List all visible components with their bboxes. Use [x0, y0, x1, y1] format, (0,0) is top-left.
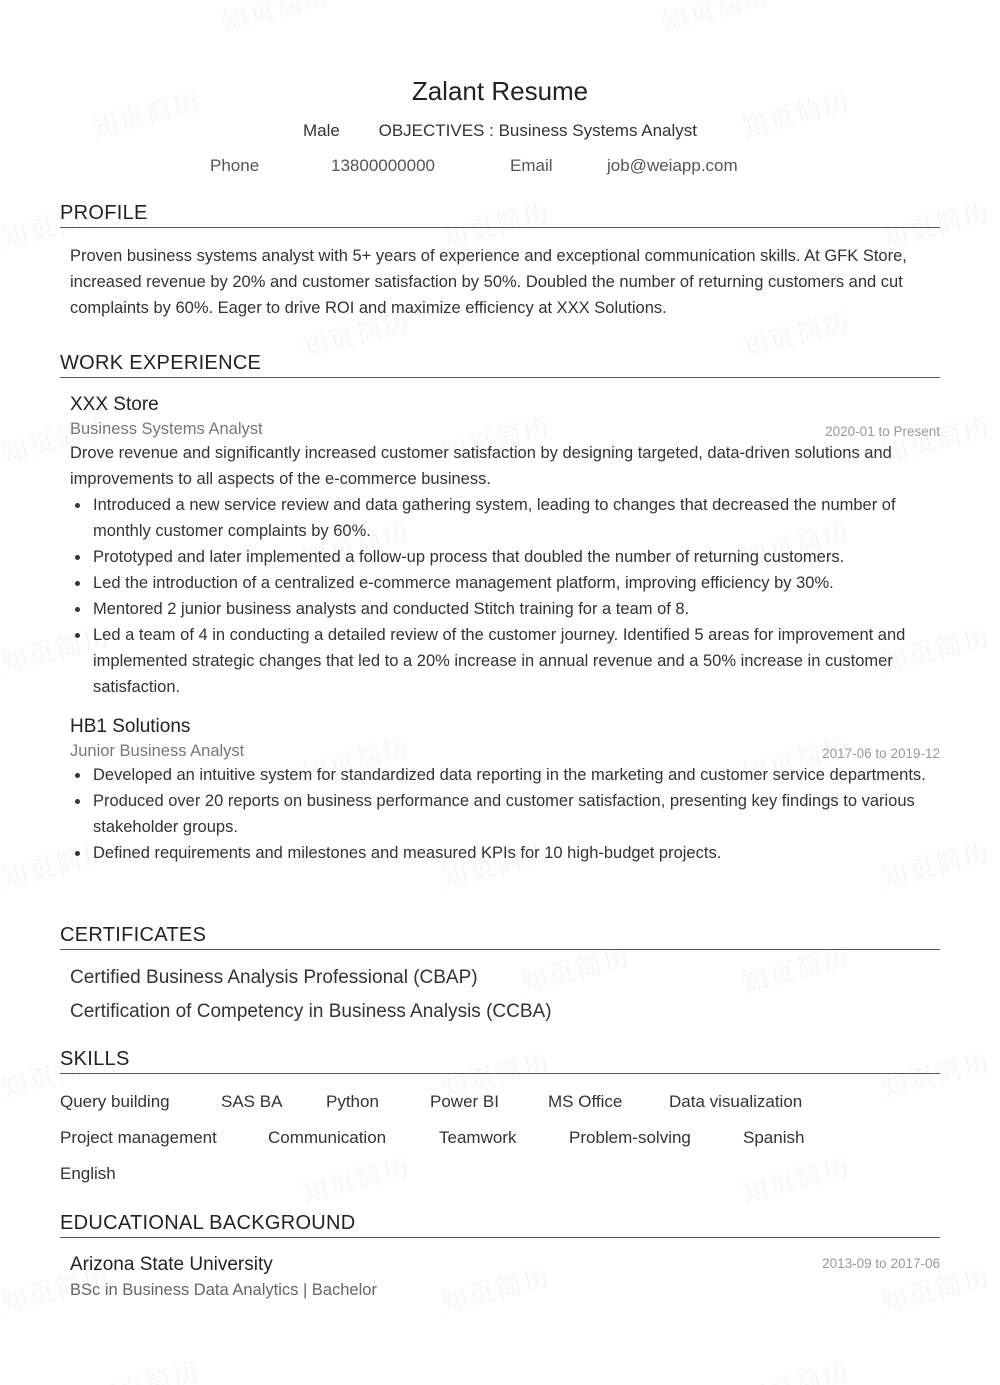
- list-item: Prototyped and later implemented a follow-up process that doubled the number of returning customers.: [70, 544, 940, 570]
- watermark: [217, 0, 335, 39]
- list-item: Mentored 2 junior business analysts and conducted Stitch training for a team of 8.: [70, 596, 940, 622]
- list-item: Produced over 20 reports on business performance and customer satisfaction, presenting key findings to various stakeholder groups.: [70, 788, 940, 840]
- watermark: [737, 1351, 855, 1385]
- job-summary: Drove revenue and significantly increased customer satisfaction by designing targeted, data-driven solutions and improvements to all aspects of the e-commerce business.: [70, 444, 892, 488]
- list-item: Developed an intuitive system for standardized data reporting in the marketing and customer service departments.: [70, 762, 940, 788]
- section-title: WORK EXPERIENCE: [60, 352, 940, 378]
- email-label: Email: [510, 156, 553, 175]
- list-item: Defined requirements and milestones and measured KPIs for 10 high-budget projects.: [70, 840, 940, 866]
- phone-value: 13800000000: [331, 156, 436, 175]
- list-item: Introduced a new service review and data gathering system, leading to changes that decreased the number of monthly customer complaints by 60%.: [70, 492, 940, 544]
- resume-name: Zalant Resume: [411, 76, 589, 106]
- company-name: XXX Store: [70, 394, 159, 415]
- certificates-section: [60, 924, 940, 1029]
- skills-section: [60, 1048, 940, 1184]
- section-title: EDUCATIONAL BACKGROUND: [60, 1212, 940, 1238]
- skill-tag: Project management: [60, 1128, 217, 1147]
- education-section: [60, 1212, 940, 1302]
- watermark: [657, 0, 775, 39]
- list-item: Led a team of 4 in conducting a detailed review of the customer journey. Identified 5 areas for improvement and implemented strategic changes that led to a 20% increase in annual revenue and a 50% increase in customer satisfaction.: [70, 622, 940, 700]
- certificate-item: Certified Business Analysis Professional (CBAP): [70, 967, 478, 988]
- skill-tag: SAS BA: [221, 1092, 283, 1111]
- skill-tag: Teamwork: [439, 1128, 517, 1147]
- skill-tag: Power BI: [430, 1092, 499, 1111]
- skill-tag: Problem-solving: [569, 1128, 691, 1147]
- gender: Male: [303, 121, 340, 140]
- skill-tag: Python: [326, 1092, 379, 1111]
- section-title: CERTIFICATES: [60, 924, 940, 950]
- section-title: PROFILE: [60, 202, 940, 228]
- skill-tag: Query building: [60, 1092, 170, 1111]
- list-item: Led the introduction of a centralized e-commerce management platform, improving efficiency by 30%.: [70, 570, 940, 596]
- education-entry: [60, 1252, 940, 1302]
- job-bullets: [70, 762, 940, 866]
- education-dates: 2013-09 to 2017-06: [822, 1256, 940, 1271]
- job-entry: [60, 714, 940, 866]
- section-title: SKILLS: [60, 1048, 940, 1074]
- job-entry: [60, 392, 940, 700]
- watermark: [87, 1351, 205, 1385]
- job-bullets: [70, 492, 940, 700]
- job-dates: 2020-01 to Present: [825, 424, 940, 439]
- company-name: HB1 Solutions: [70, 716, 191, 737]
- school-name: Arizona State University: [70, 1254, 273, 1275]
- objective: OBJECTIVES : Business Systems Analyst: [378, 121, 697, 140]
- skill-tag: Data visualization: [669, 1092, 803, 1111]
- job-role: Junior Business Analyst: [70, 742, 245, 760]
- skills-list: [60, 1074, 940, 1184]
- job-role: Business Systems Analyst: [70, 420, 263, 438]
- skill-tag: Spanish: [743, 1128, 805, 1147]
- objective-line: [60, 121, 940, 141]
- certificate-item: Certification of Competency in Business Analysis (CCBA): [70, 1001, 552, 1022]
- profile-section: [60, 202, 940, 321]
- email-value: job@weiapp.com: [607, 156, 738, 175]
- phone-label: Phone: [210, 156, 260, 175]
- profile-text: Proven business systems analyst with 5+ years of experience and exceptional communication skills. At GFK Store, increased revenue by 20% and customer satisfaction by 50%. Doubled the number of returning customers and cut complaints by 60%. Eager to drive ROI and maximize efficiency at XXX Solutions.: [70, 247, 907, 317]
- work-section: [60, 352, 940, 866]
- skill-tag: English: [60, 1164, 116, 1183]
- degree: BSc in Business Data Analytics | Bachelor: [70, 1281, 377, 1299]
- job-dates: 2017-06 to 2019-12: [822, 746, 940, 761]
- skill-tag: MS Office: [548, 1092, 623, 1111]
- skill-tag: Communication: [268, 1128, 387, 1147]
